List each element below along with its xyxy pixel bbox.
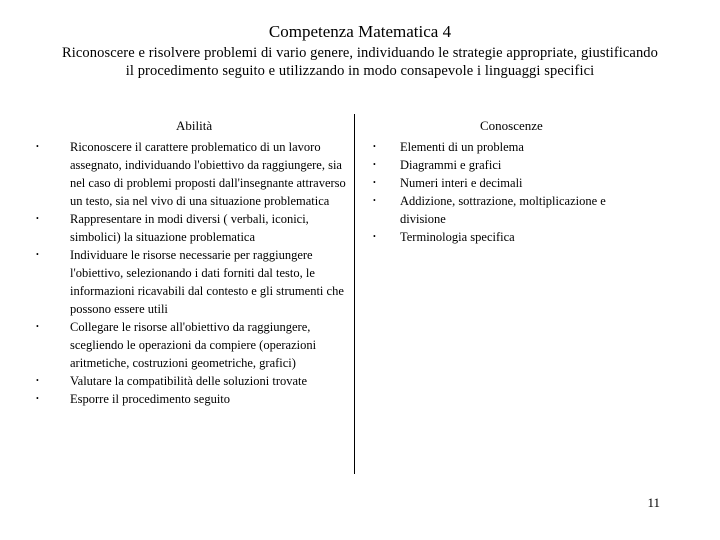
- list-item: [36, 210, 352, 246]
- bullet-icon: •: [373, 232, 376, 241]
- list-item: [373, 192, 640, 228]
- conoscenze-item: Elementi di un problema: [400, 140, 524, 154]
- conoscenze-item: Diagrammi e grafici: [400, 158, 502, 172]
- list-item: [36, 318, 352, 372]
- column-divider: [354, 114, 355, 474]
- bullet-icon: •: [36, 376, 39, 385]
- conoscenze-item: Numeri interi e decimali: [400, 176, 523, 190]
- list-item: [36, 372, 352, 390]
- slide-subtitle: Riconoscere e risolvere problemi di vario genere, individuando le strategie appropriate, giustificando il procedimento seguito e utilizzando in modo consapevole i linguaggi specifici: [61, 45, 659, 79]
- abilita-item: Individuare le risorse necessarie per raggiungere l'obiettivo, selezionando i dati forniti dal testo, le informazioni ricavabili dal contesto e gli strumenti che possono essere utili: [70, 248, 344, 316]
- list-item: [36, 246, 352, 318]
- abilita-item: Valutare la compatibilità delle soluzioni trovate: [70, 374, 308, 388]
- bullet-icon: •: [373, 178, 376, 187]
- abilita-item: Rappresentare in modi diversi ( verbali, iconici, simbolici) la situazione problematica: [70, 212, 309, 244]
- conoscenze-list: [373, 138, 640, 246]
- conoscenze-item: Addizione, sottrazione, moltiplicazione e divisione: [400, 194, 606, 226]
- list-item: [36, 390, 352, 408]
- bullet-icon: •: [373, 160, 376, 169]
- list-item: [373, 174, 640, 192]
- bullet-icon: •: [36, 322, 39, 331]
- bullet-icon: •: [373, 142, 376, 151]
- list-item: [373, 228, 640, 246]
- slide-title: Competenza Matematica 4: [268, 22, 452, 41]
- list-item: [36, 138, 352, 210]
- abilita-heading: Abilità: [176, 118, 213, 133]
- conoscenze-heading: Conoscenze: [480, 118, 543, 133]
- bullet-icon: •: [36, 250, 39, 259]
- bullet-icon: •: [36, 394, 39, 403]
- abilita-item: Riconoscere il carattere problematico di un lavoro assegnato, individuando l'obiettivo da raggiungere, sia nel caso di problemi proposti dall'insegnante attraverso un testo, sia nel vivo di una situazione problematica: [70, 140, 346, 208]
- conoscenze-item: Terminologia specifica: [400, 230, 515, 244]
- abilita-item: Collegare le risorse all'obiettivo da raggiungere, scegliendo le operazioni da compiere (operazioni aritmetiche, costruzioni geometriche, grafici): [70, 320, 317, 370]
- bullet-icon: •: [373, 196, 376, 205]
- abilita-item: Esporre il procedimento seguito: [70, 392, 231, 406]
- list-item: [373, 156, 640, 174]
- page-number: 11: [647, 495, 660, 510]
- list-item: [373, 138, 640, 156]
- bullet-icon: •: [36, 214, 39, 223]
- bullet-icon: •: [36, 142, 39, 151]
- abilita-list: [36, 138, 352, 408]
